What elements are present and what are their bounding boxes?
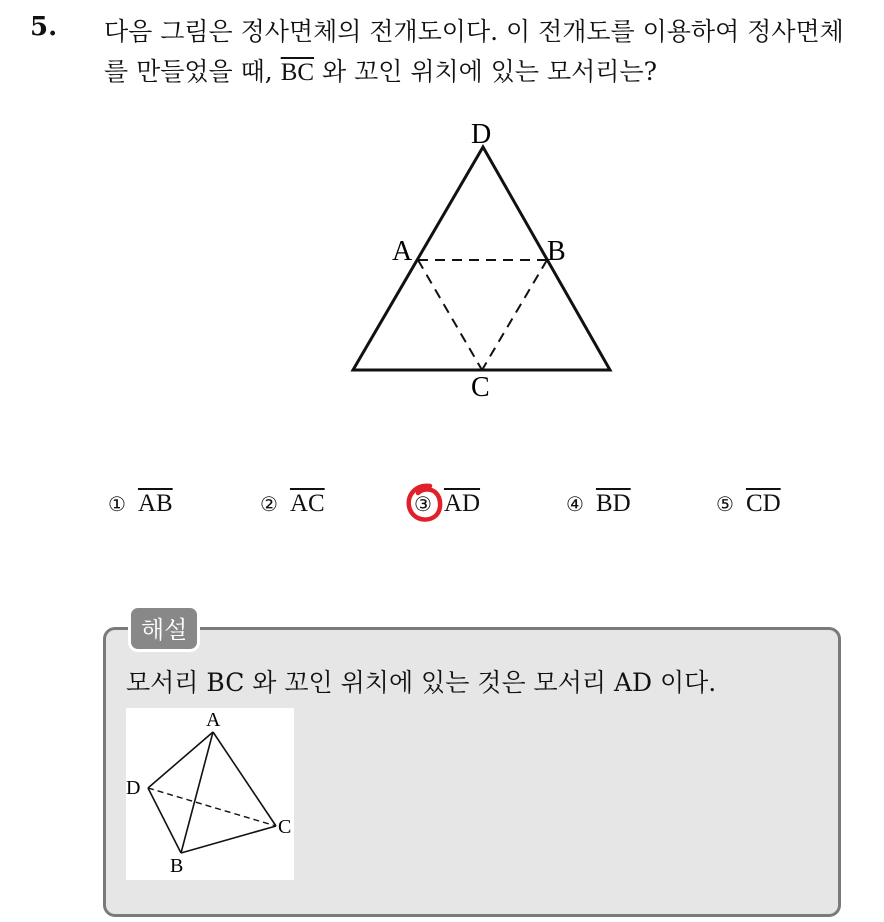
choice-4[interactable]: ④ $\overline{BD}$ <box>566 490 631 517</box>
edge-bc: $\overline{BC}$ <box>280 59 315 86</box>
net-fold-line-ac <box>418 260 482 370</box>
tetrahedron-net-figure <box>340 115 630 415</box>
net-label-d: D <box>471 119 492 150</box>
tetra-label-d: D <box>126 777 141 799</box>
solution-text: 모서리 BC 와 꼬인 위치에 있는 것은 모서리 AD 이다. <box>126 668 717 697</box>
question-text <box>104 12 874 93</box>
choice-2[interactable]: ② $\overline{AC}$ <box>260 490 325 517</box>
tetra-label-c: C <box>278 816 292 838</box>
choice-5[interactable]: ⑤ $\overline{CD}$ <box>716 490 781 517</box>
solution-tag: 해설 <box>128 605 200 652</box>
net-label-a: A <box>392 236 413 267</box>
tetrahedron-figure <box>126 708 294 880</box>
net-fold-line-bc <box>482 260 547 370</box>
question-line-1: 다음 그림은 정사면체의 전개도이다. 이 전개도를 이용하여 정사면체 <box>104 17 844 46</box>
tetra-label-b: B <box>170 855 184 877</box>
net-label-b: B <box>547 236 566 267</box>
solution-figure <box>126 708 294 880</box>
tetra-label-a: A <box>206 709 221 731</box>
choice-1[interactable]: ① $\overline{AB}$ <box>108 490 173 517</box>
question-number: 5. <box>30 12 58 42</box>
choice-3[interactable]: ③ $\overline{AD}$ <box>414 490 481 517</box>
answer-circle-mark <box>402 481 448 527</box>
net-label-c: C <box>471 372 490 403</box>
question-line-2: 를 만들었을 때, $\overline{BC}$ 와 꼬인 위치에 있는 모서리는? <box>104 57 658 86</box>
